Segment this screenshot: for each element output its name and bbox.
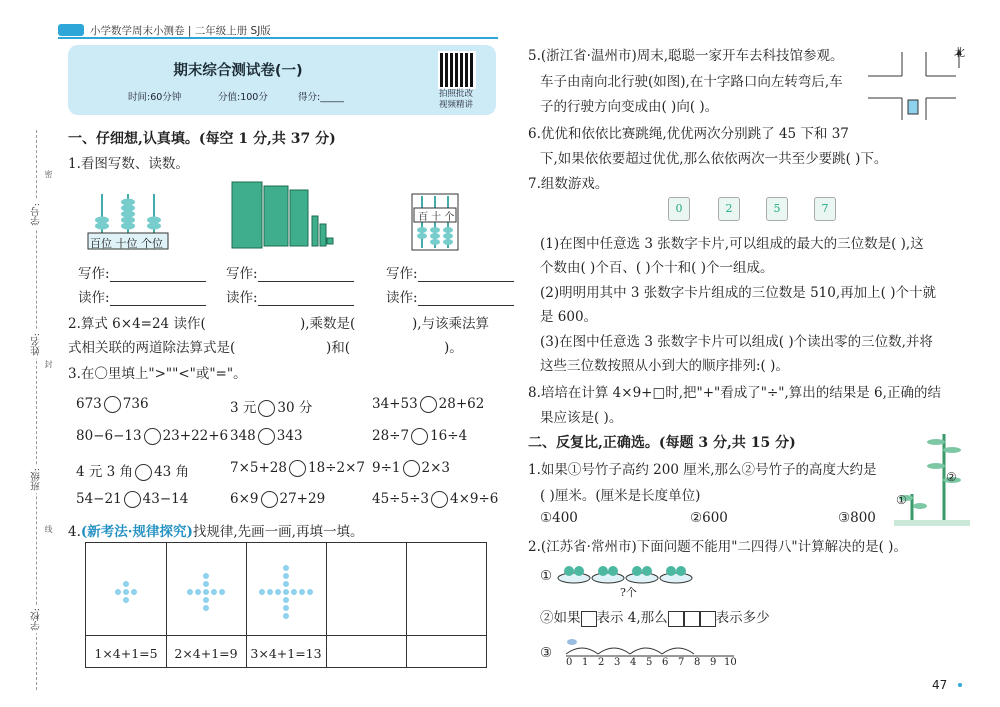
school-label: 学校: xyxy=(30,605,44,633)
pattern-divider xyxy=(86,635,486,636)
cmp-left: 34+53 xyxy=(372,396,418,412)
bamboo-label-2: ② xyxy=(946,470,957,484)
compare-circle[interactable] xyxy=(411,428,428,445)
write-label-3: 写作: xyxy=(386,266,418,282)
cmp-right: 23+22+6 xyxy=(162,428,229,444)
q1-text: 1.看图写数、读数。 xyxy=(68,156,189,172)
pattern-formula-1: 1×4+1=5 xyxy=(94,646,158,661)
digit-card: 5 xyxy=(766,197,788,221)
cmp-right: 343 xyxy=(276,428,303,444)
compare-circle[interactable] xyxy=(124,491,141,508)
read-row-3 xyxy=(386,286,514,306)
pattern-cell-1[interactable] xyxy=(86,543,167,667)
q3-text: 3.在〇里填上">""<"或"="。 xyxy=(68,366,247,382)
cmp-left: 6×9 xyxy=(230,491,259,507)
q2-part-d: 式相关联的两道除法算式是( xyxy=(68,340,236,356)
q5-line-1: 5.(浙江省·温州市)周末,聪聪一家开车去科技馆参观。 xyxy=(528,48,844,64)
pattern-dot xyxy=(203,581,209,587)
bamboo-label-1: ① xyxy=(896,493,907,507)
cmp-r4-c2 xyxy=(230,491,325,508)
pattern-cell-4[interactable] xyxy=(326,543,407,667)
pattern-dot xyxy=(283,573,289,579)
q4-instruction: 找规律,先画一画,再填一填。 xyxy=(192,524,364,540)
time-info: 时间:60分钟 xyxy=(128,92,182,103)
c1-option-2[interactable]: ②600 xyxy=(690,510,728,526)
single-box-icon xyxy=(581,611,597,627)
series-title: 小学数学周末小测卷 | 二年级上册 SJ版 xyxy=(90,25,271,37)
c1-line-2: ( )厘米。(厘米是长度单位) xyxy=(540,488,701,504)
pattern-dot xyxy=(203,597,209,603)
q7-2-line-1: (2)明明用其中 3 张数字卡片组成的三位数是 510,再加上( )个十就 xyxy=(540,285,936,301)
tick-label: 7 xyxy=(678,657,685,668)
q7-1-line-1: (1)在图中任意选 3 张数字卡片,可以组成的最大的三位数是( ),这 xyxy=(540,236,924,252)
q8-line-2: 果应该是( )。 xyxy=(540,410,623,426)
c2-option-1-label[interactable]: ① xyxy=(540,568,553,584)
series-logo xyxy=(58,24,84,36)
cmp-right: 18÷2×7 xyxy=(307,460,365,476)
compare-circle[interactable] xyxy=(420,396,437,413)
pattern-formula-3: 3×4+1=13 xyxy=(250,646,322,661)
compare-circle[interactable] xyxy=(258,400,275,417)
seal-feng: 封 xyxy=(44,360,53,368)
qr-caption-line-1: 拍照批改 xyxy=(438,89,473,99)
pattern-dot xyxy=(131,589,137,595)
c2-question-mark: ?个 xyxy=(620,586,637,599)
write-blank-2[interactable] xyxy=(258,269,354,282)
pattern-dot xyxy=(283,605,289,611)
cmp-r1-c3 xyxy=(372,396,484,413)
q2-part-a: 2.算式 6×4=24 读作( xyxy=(68,316,206,332)
tick-label: 9 xyxy=(710,657,717,668)
q6-line-1: 6.优优和依依比赛跳绳,优优两次分别跳了 45 下和 37 xyxy=(528,126,849,142)
pattern-dot xyxy=(283,581,289,587)
pattern-dot xyxy=(195,589,201,595)
cmp-r1-c1 xyxy=(76,396,149,413)
digit-card: 7 xyxy=(814,197,836,221)
compare-circle[interactable] xyxy=(258,428,275,445)
c2-option-3-label[interactable]: ③ xyxy=(540,645,553,661)
c2-text: 2.(江苏省·常州市)下面问题不能用"二四得八"计算解决的是( )。 xyxy=(528,539,907,555)
pattern-dot xyxy=(259,589,265,595)
cmp-right: 27+29 xyxy=(279,491,326,507)
q7-1-line-2: 个数由( )个百、( )个十和( )个一组成。 xyxy=(540,260,774,276)
cmp-right: 43−14 xyxy=(142,491,189,507)
student-id-label: 学号: xyxy=(30,200,44,228)
cmp-right: 43 角 xyxy=(154,464,190,480)
write-row-3 xyxy=(386,262,514,282)
q8-line-1: 8.培培在计算 4×9+□时,把"+"看成了"÷",算出的结果是 6,正确的结 xyxy=(528,385,941,401)
place-value-blocks xyxy=(230,176,335,252)
write-label-1: 写作: xyxy=(78,266,110,282)
read-label-2: 读作: xyxy=(226,290,258,306)
q7-3-line-2: 这些三位数按照从小到大的顺序排列:( )。 xyxy=(540,358,789,374)
pattern-dot xyxy=(283,589,289,595)
tick-label: 1 xyxy=(582,657,589,668)
pattern-dot xyxy=(123,581,129,587)
box-icon xyxy=(684,611,700,627)
pattern-dot xyxy=(283,597,289,603)
c1-option-3[interactable]: ③800 xyxy=(838,510,876,526)
title-banner xyxy=(68,45,496,115)
compare-circle[interactable] xyxy=(431,491,448,508)
pattern-dot xyxy=(115,589,121,595)
q2-part-c: ),与该乘法算 xyxy=(412,316,490,332)
cmp-left: 4 元 3 角 xyxy=(76,464,134,480)
q7-text: 7.组数游戏。 xyxy=(528,176,609,192)
tick-label: 6 xyxy=(662,657,669,668)
c1-line-1: 1.如果①号竹子高约 200 厘米,那么②号竹子的高度大约是 xyxy=(528,462,877,478)
pattern-dot xyxy=(123,589,129,595)
cmp-right: 2×3 xyxy=(421,460,450,476)
cmp-right: 4×9÷6 xyxy=(449,491,499,507)
pattern-dot xyxy=(123,597,129,603)
q7-2-line-2: 是 600。 xyxy=(540,309,598,325)
abacus-2-label: 百 十 个 xyxy=(418,212,455,223)
cmp-right: 30 分 xyxy=(277,400,313,416)
compare-circle[interactable] xyxy=(135,464,152,481)
tick-label: 0 xyxy=(566,657,573,668)
c1-option-1[interactable]: ①400 xyxy=(540,510,578,526)
pattern-dot xyxy=(203,573,209,579)
pattern-dot xyxy=(275,589,281,595)
cmp-left: 45÷5÷3 xyxy=(372,491,429,507)
compare-circle[interactable] xyxy=(261,491,278,508)
q2-part-f: )。 xyxy=(444,340,463,356)
c2-option-2-mid: 表示 4,那么 xyxy=(596,610,668,626)
pattern-dot xyxy=(283,613,289,619)
seal-xian: 线 xyxy=(44,525,53,533)
q6-line-2: 下,如果依依要超过优优,那么依依两次一共至少要跳( )下。 xyxy=(540,151,888,167)
tick-label: 3 xyxy=(614,657,621,668)
write-row-1 xyxy=(78,262,206,282)
cmp-left: 80−6−13 xyxy=(76,428,142,444)
cmp-left: 3 元 xyxy=(230,400,257,416)
compare-circle[interactable] xyxy=(403,460,420,477)
section-1-heading: 一、仔细想,认真填。(每空 1 分,共 37 分) xyxy=(68,131,336,147)
cmp-left: 54−21 xyxy=(76,491,122,507)
cmp-left: 348 xyxy=(230,428,256,444)
cmp-left: 673 xyxy=(76,396,102,412)
c2-option-2-suffix: 表示多少 xyxy=(715,610,770,626)
abacus-1-label: 百位 十位 个位 xyxy=(90,237,163,250)
pattern-dot xyxy=(283,565,289,571)
page-dot-icon xyxy=(958,683,962,687)
cmp-left: 7×5+28 xyxy=(230,460,287,476)
q4-text: 4.(新考法·规律探究)找规律,先画一画,再填一填。 xyxy=(68,524,364,540)
cmp-r3-c1 xyxy=(76,460,189,481)
class-label: 班级: xyxy=(30,465,44,493)
q2-part-e: )和( xyxy=(326,340,351,356)
pattern-cell-5[interactable] xyxy=(406,543,486,667)
read-row-1 xyxy=(78,286,206,306)
fruit-plates-illustration xyxy=(556,560,696,586)
read-blank-3[interactable] xyxy=(418,293,514,306)
digit-card: 0 xyxy=(668,197,690,221)
cmp-r2-c2 xyxy=(230,428,303,445)
cmp-r1-c2 xyxy=(230,396,312,417)
north-label: 北 xyxy=(954,46,965,59)
pattern-formula-2: 2×4+1=9 xyxy=(174,646,238,661)
read-blank-2[interactable] xyxy=(258,293,354,306)
c2-option-2-prefix: ②如果 xyxy=(540,610,581,626)
tick-label: 5 xyxy=(646,657,653,668)
cmp-left: 28÷7 xyxy=(372,428,410,444)
read-blank-1[interactable] xyxy=(110,293,206,306)
pattern-dot xyxy=(187,589,193,595)
q5-line-2: 车子由南向北行驶(如图),在十字路口向左转弯后,车 xyxy=(540,74,843,90)
pattern-dot xyxy=(307,589,313,595)
section-2-heading: 二、反复比,正确选。(每题 3 分,共 15 分) xyxy=(528,435,796,451)
pattern-dot xyxy=(203,589,209,595)
compare-circle[interactable] xyxy=(144,428,161,445)
new-method-tag: (新考法·规律探究) xyxy=(80,524,193,540)
seal-mi: 密 xyxy=(44,170,53,178)
got-score: 得分:_____ xyxy=(298,92,344,103)
c2-option-2[interactable] xyxy=(540,606,770,627)
write-label-2: 写作: xyxy=(226,266,258,282)
cmp-r4-c1 xyxy=(76,491,188,508)
page-title: 期末综合测试卷(一) xyxy=(173,63,303,79)
tick-label: 2 xyxy=(598,657,605,668)
tick-label: 10 xyxy=(724,657,737,668)
cmp-r3-c2 xyxy=(230,460,365,477)
qr-caption xyxy=(426,89,486,111)
qr-caption-line-2: 视频精讲 xyxy=(438,100,473,110)
write-row-2 xyxy=(226,262,354,282)
cmp-left: 9÷1 xyxy=(372,460,401,476)
read-label-1: 读作: xyxy=(78,290,110,306)
q7-3-line-1: (3)在图中任意选 3 张数字卡片可以组成( )个读出零的三位数,并将 xyxy=(540,334,933,350)
pattern-dot xyxy=(203,605,209,611)
read-row-2 xyxy=(226,286,354,306)
cmp-r2-c3 xyxy=(372,428,467,445)
cmp-right: 28+62 xyxy=(438,396,485,412)
compare-circle[interactable] xyxy=(104,396,121,413)
score-info: 分值:100分 xyxy=(218,92,268,103)
read-label-3: 读作: xyxy=(386,290,418,306)
cmp-right: 736 xyxy=(122,396,149,412)
tick-label: 8 xyxy=(694,657,701,668)
bamboo-illustration xyxy=(892,428,972,528)
pattern-dot xyxy=(291,589,297,595)
write-blank-3[interactable] xyxy=(418,269,514,282)
pattern-dot xyxy=(299,589,305,595)
cmp-r3-c3 xyxy=(372,460,450,477)
pattern-dot xyxy=(211,589,217,595)
compare-circle[interactable] xyxy=(289,460,306,477)
page-number: 47 xyxy=(932,678,948,692)
q2-part-b: ),乘数是( xyxy=(300,316,356,332)
box-icon xyxy=(700,611,716,627)
pattern-table xyxy=(85,542,487,668)
tick-label: 4 xyxy=(630,657,637,668)
qr-code-icon[interactable] xyxy=(438,51,476,89)
cmp-r2-c1 xyxy=(76,428,228,445)
pattern-dot xyxy=(219,589,225,595)
pattern-dot xyxy=(267,589,273,595)
student-name-label: 姓名: xyxy=(30,330,44,358)
cmp-r4-c3 xyxy=(372,491,498,508)
digit-card: 2 xyxy=(718,197,740,221)
q5-line-3: 子的行驶方向变成由( )向( )。 xyxy=(540,99,719,115)
cmp-right: 16÷4 xyxy=(430,428,468,444)
box-icon xyxy=(668,611,684,627)
write-blank-1[interactable] xyxy=(110,269,206,282)
